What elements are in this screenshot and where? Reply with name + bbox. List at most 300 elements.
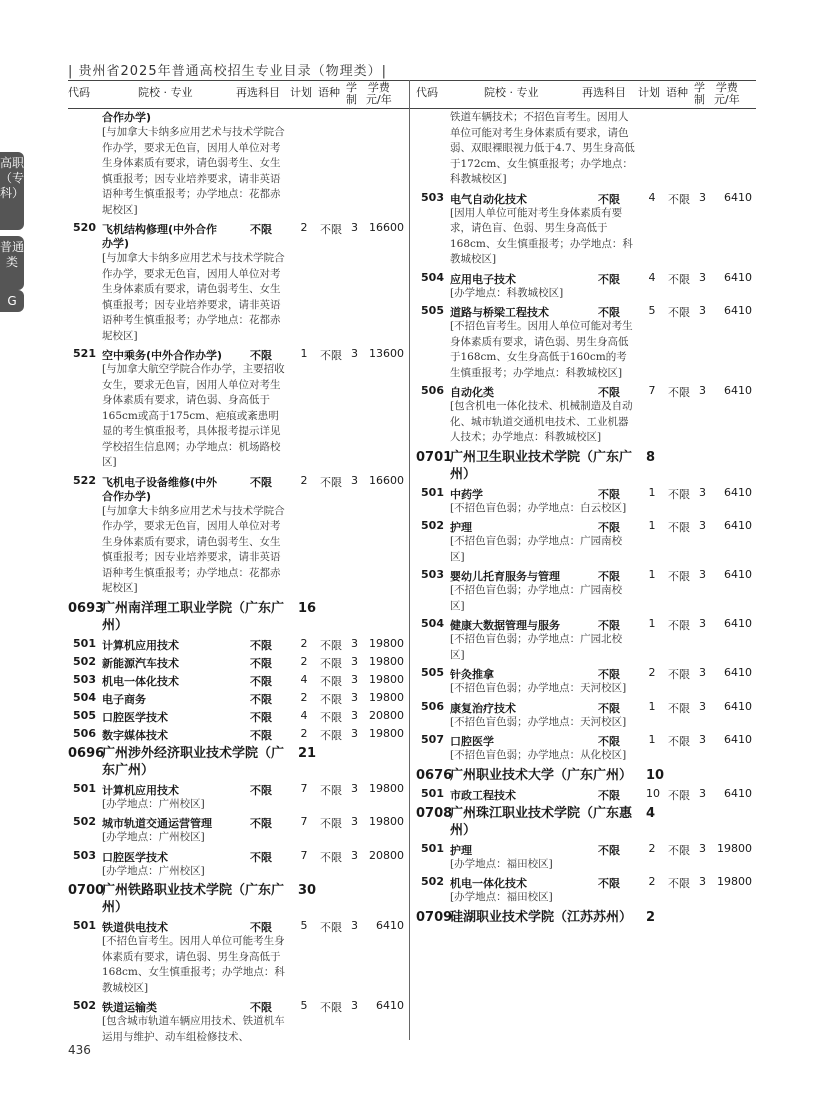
major-note: [不招色盲色弱；办学地点：天河校区] [450, 715, 627, 728]
school-row [416, 909, 761, 926]
major-entry [416, 666, 761, 697]
major-note: [不招色盲考生。因用人单位可能考生身体素质有要求，请色弱、男生身高低于168cm、女生慎重报考；办学地点：科教城校区] [102, 935, 285, 994]
major-note: [不招色盲考生。因用人单位可能对考生身体素质有要求，请色弱、男生身高低于168cm、女生身高低于160cm的考生慎重报考；办学地点：科教城校区] [450, 320, 633, 379]
major-note: [办学地点：广州校区] [102, 864, 205, 877]
major-list [68, 919, 413, 996]
major-lang: 不限 [320, 638, 342, 652]
major-fee: 16600 [369, 473, 404, 487]
side-tab-level: 高职（专科） [0, 152, 24, 230]
major-entry [68, 110, 413, 218]
major-years: 3 [699, 733, 706, 746]
col-plan: 计划 [638, 86, 660, 99]
major-code: 502 [73, 815, 96, 828]
major-plan: 5 [648, 304, 656, 317]
major-subject: 不限 [598, 668, 620, 681]
school-plan: 8 [646, 449, 656, 465]
major-name: 计算机应用技术 [102, 638, 179, 652]
major-code: 506 [421, 384, 444, 397]
major-name: 道路与桥梁工程技术 [450, 306, 549, 319]
major-code: 505 [421, 666, 444, 679]
major-name: 铁道供电技术 [102, 921, 168, 934]
major-subject: 不限 [598, 877, 620, 890]
major-name: 城市轨道交通运营管理 [102, 817, 212, 830]
major-name: 数字媒体技术 [102, 728, 168, 742]
major-entry [68, 221, 413, 344]
major-entry [68, 691, 413, 706]
major-code: 506 [73, 726, 96, 740]
major-row [416, 787, 761, 802]
major-row [416, 842, 761, 857]
school-name: 广州职业技术大学（广东广州） [450, 767, 633, 783]
major-years: 3 [699, 519, 706, 532]
col-code: 代码 [416, 86, 438, 99]
major-years: 3 [351, 781, 358, 795]
page-number: 436 [68, 1043, 91, 1057]
major-row [416, 700, 761, 715]
major-years: 3 [351, 473, 358, 487]
major-note: [办学地点：福田校区] [450, 857, 553, 870]
major-plan: 7 [648, 384, 656, 397]
major-fee: 19800 [369, 690, 404, 704]
major-fee: 16600 [369, 221, 404, 234]
right-column [416, 110, 761, 929]
major-name: 针灸推拿 [450, 668, 494, 681]
school-row [416, 805, 761, 839]
major-row [416, 666, 761, 681]
school-row [68, 600, 413, 634]
major-name-continued: 合作办学) [102, 111, 152, 124]
major-row [416, 568, 761, 583]
major-note: [因用人单位可能对考生身体素质有要求，请色盲、色弱、男生身高低于168cm、女生慎重报考；办学地点：科教城校区] [450, 206, 633, 265]
major-note: [与加拿大卡纳多应用艺术与技术学院合作办学，要求无色盲，因用人单位对考生身体素质有要求，请色弱考生、女生慎重报考；因专业培养要求，请非英语语种考生慎重报考；办学地点：花都赤坭校区] [102, 252, 285, 342]
major-entry [68, 655, 413, 670]
school-plan: 10 [646, 767, 665, 783]
major-name: 口腔医学技术 [102, 710, 168, 724]
school-row [68, 882, 413, 916]
major-years: 3 [699, 617, 706, 630]
major-subject: 不限 [598, 306, 620, 319]
major-row [68, 637, 413, 652]
major-code: 506 [421, 699, 444, 713]
major-list [416, 191, 761, 446]
major-code: 501 [421, 786, 444, 800]
major-row [68, 815, 413, 830]
major-name: 中药学 [450, 487, 483, 501]
major-subject: 不限 [250, 223, 272, 236]
major-plan: 2 [300, 726, 308, 740]
major-name: 空中乘务(中外合作办学) [102, 349, 223, 362]
major-subject: 不限 [250, 1001, 272, 1014]
major-subject: 不限 [250, 638, 272, 652]
major-note: [不招色盲色弱；办学地点：白云校区] [450, 501, 627, 514]
major-code: 502 [421, 519, 444, 532]
major-years: 3 [699, 485, 706, 499]
major-lang: 不限 [320, 692, 342, 706]
major-code: 501 [73, 781, 96, 795]
col-fee: 学费 元/年 [714, 81, 740, 106]
left-column [68, 110, 413, 1048]
major-name: 自动化类 [450, 386, 494, 399]
major-row [68, 782, 413, 797]
major-years: 3 [351, 636, 358, 650]
major-subject: 不限 [598, 487, 620, 501]
major-code: 522 [73, 473, 96, 487]
major-lang: 不限 [320, 728, 342, 742]
major-list [68, 999, 413, 1045]
major-row [68, 709, 413, 724]
major-name: 口腔医学 [450, 735, 494, 748]
major-years: 3 [699, 875, 706, 888]
major-plan: 1 [300, 347, 308, 360]
major-code: 502 [73, 654, 96, 668]
school-row [68, 745, 413, 779]
col-fee: 学费 元/年 [366, 81, 392, 106]
major-fee: 6410 [724, 270, 752, 284]
major-lang: 不限 [320, 817, 342, 830]
major-years: 3 [699, 699, 706, 713]
major-plan: 5 [300, 919, 308, 932]
major-years: 3 [699, 304, 706, 317]
school-name: 广州珠江职业技术学院（广东惠州） [450, 805, 633, 838]
major-name: 健康大数据管理与服务 [450, 619, 560, 632]
side-tab-type: 普通类 [0, 236, 24, 290]
school-name: 广州卫生职业技术学院（广东广州） [450, 449, 633, 482]
major-row [416, 617, 761, 632]
major-entry [416, 875, 761, 906]
major-note: [与加拿大卡纳多应用艺术与技术学院合作办学，要求无色盲，因用人单位对考生身体素质有要求，请色弱考生、女生慎重报考；因专业培养要求，请非英语语种考生慎重报考；办学地点：花都赤坭校区] [102, 504, 285, 594]
major-lang: 不限 [668, 668, 690, 681]
major-code: 503 [73, 672, 96, 686]
major-name: 铁道运输类 [102, 1001, 157, 1014]
major-fee: 6410 [724, 568, 752, 581]
major-lang: 不限 [320, 223, 342, 236]
major-years: 3 [351, 690, 358, 704]
col-subject: 再选科目 [582, 86, 626, 99]
major-plan: 10 [646, 786, 660, 800]
major-note: [办学地点：广州校区] [102, 831, 205, 843]
school-code: 0709 [416, 909, 453, 925]
major-row [68, 347, 413, 362]
major-entry [416, 842, 761, 873]
major-entry [416, 271, 761, 302]
header-rule [68, 108, 756, 109]
col-lang: 语种 [666, 86, 688, 99]
col-school-major: 院校 · 专业 [138, 86, 193, 99]
major-subject: 不限 [598, 619, 620, 632]
major-fee: 19800 [369, 654, 404, 668]
major-plan: 2 [300, 690, 308, 704]
major-fee: 6410 [724, 304, 752, 317]
major-note: [包含机电一体化技术、机械制造及自动化、城市轨道交通机电技术、工业机器人技术；办学地点：科教城校区] [450, 400, 633, 443]
major-name: 电气自动化技术 [450, 192, 527, 206]
school-plan: 4 [646, 805, 656, 821]
major-plan: 1 [648, 568, 656, 581]
major-plan: 2 [300, 221, 308, 234]
major-lang: 不限 [320, 850, 342, 864]
major-years: 3 [351, 848, 358, 862]
major-row [68, 849, 413, 864]
major-name: 婴幼儿托育服务与管理 [450, 570, 560, 583]
major-years: 3 [699, 190, 706, 204]
major-years: 3 [351, 672, 358, 686]
major-row [416, 271, 761, 286]
major-lang: 不限 [320, 783, 342, 797]
major-code: 504 [421, 617, 444, 630]
major-plan: 4 [300, 672, 308, 686]
major-note: [与加拿大航空学院合作办学，主要招收女生，要求无色盲，因用人单位对考生身体素质有要求，请色弱、身高低于165cm或高于175cm、疤痕或紊患明显的考生慎重报考，具体报考提示详见学校招生信息网；办学地点：机场路校区] [102, 363, 285, 468]
major-entry [416, 617, 761, 663]
major-code: 501 [73, 636, 96, 650]
major-years: 3 [351, 815, 358, 828]
major-entry [68, 815, 413, 846]
major-entry [416, 787, 761, 802]
major-code: 502 [421, 875, 444, 888]
major-name: 电子商务 [102, 692, 146, 706]
major-fee: 19800 [369, 726, 404, 740]
major-years: 3 [699, 786, 706, 800]
school-name: 广州南洋理工职业学院（广东广州） [102, 600, 285, 633]
major-code: 520 [73, 221, 96, 234]
col-plan: 计划 [290, 86, 312, 99]
major-subject: 不限 [598, 843, 620, 857]
major-note: [与加拿大卡纳多应用艺术与技术学院合作办学，要求无色盲，因用人单位对考生身体素质有要求，请色弱考生、女生慎重报考；因专业培养要求，请非英语语种考生慎重报考；办学地点：花都赤坭校区] [102, 126, 285, 216]
major-name: 计算机应用技术 [102, 783, 179, 797]
school-name: 广州涉外经济职业技术学院（广东广州） [102, 745, 285, 778]
major-name: 康复治疗技术 [450, 701, 516, 715]
major-years: 3 [351, 919, 358, 932]
major-entry [68, 474, 413, 597]
major-row [416, 519, 761, 534]
major-note: [不招色盲色弱；办学地点：从化校区] [450, 749, 627, 761]
major-entry [68, 673, 413, 688]
major-subject: 不限 [250, 692, 272, 706]
major-entry [68, 637, 413, 652]
major-years: 3 [351, 654, 358, 668]
school-code: 0693 [68, 600, 105, 616]
major-name: 机电一体化技术 [450, 877, 527, 890]
major-fee: 6410 [724, 733, 752, 746]
major-lang: 不限 [320, 349, 342, 362]
major-plan: 2 [300, 473, 308, 487]
major-subject: 不限 [598, 735, 620, 748]
major-name: 飞机结构修理(中外合作 [102, 223, 218, 236]
major-fee: 6410 [376, 919, 404, 932]
major-code: 521 [73, 347, 96, 360]
major-code: 503 [421, 568, 444, 581]
major-plan: 2 [648, 875, 656, 888]
major-row [68, 673, 413, 688]
major-row [68, 727, 413, 742]
major-fee: 19800 [369, 815, 404, 828]
col-school-major: 院校 · 专业 [484, 86, 539, 99]
major-lang: 不限 [320, 710, 342, 724]
major-lang: 不限 [668, 521, 690, 534]
school-plan: 2 [646, 909, 656, 925]
school-plan: 30 [298, 883, 317, 898]
major-lang: 不限 [668, 788, 690, 802]
major-lang: 不限 [668, 701, 690, 715]
major-list [416, 486, 761, 764]
major-code: 502 [73, 999, 96, 1012]
major-name: 新能源汽车技术 [102, 656, 179, 670]
major-fee: 6410 [724, 666, 752, 679]
major-plan: 2 [648, 666, 656, 679]
major-subject: 不限 [250, 475, 272, 489]
major-note: 铁道车辆技术；不招色盲考生。因用人单位可能对考生身体素质有要求，请色弱、双眼裸眼视力低于4.7、男生身高低于172cm、女生慎重报考；办学地点：科教城校区] [450, 111, 635, 185]
major-code: 505 [73, 708, 96, 722]
major-row [416, 875, 761, 890]
major-entry [68, 849, 413, 880]
major-plan: 2 [648, 841, 656, 855]
major-row [68, 474, 413, 489]
major-subject: 不限 [598, 386, 620, 399]
major-name: 市政工程技术 [450, 788, 516, 802]
side-tab-letter: G [0, 290, 24, 312]
major-name: 机电一体化技术 [102, 674, 179, 688]
major-plan: 1 [648, 519, 656, 532]
major-entry [416, 519, 761, 565]
major-lang: 不限 [320, 921, 342, 934]
major-lang: 不限 [668, 877, 690, 890]
major-subject: 不限 [598, 570, 620, 583]
major-row [416, 304, 761, 319]
school-name: 广州铁路职业技术学院（广东广州） [102, 883, 285, 915]
major-name: 护理 [450, 843, 472, 857]
column-header-right [416, 82, 756, 108]
major-entry [68, 709, 413, 724]
major-note: [办学地点：广州校区] [102, 797, 205, 810]
major-entry [416, 700, 761, 731]
col-years: 学 制 [694, 81, 705, 106]
major-plan: 7 [300, 815, 308, 828]
major-years: 3 [351, 726, 358, 740]
major-list [68, 782, 413, 880]
major-entry [68, 919, 413, 996]
major-plan: 7 [300, 848, 308, 862]
major-lang: 不限 [668, 570, 690, 583]
major-fee: 19800 [717, 841, 752, 855]
major-code: 505 [421, 304, 444, 317]
major-years: 3 [351, 221, 358, 234]
major-note: [办学地点：科教城校区] [450, 286, 564, 299]
school-row [416, 449, 761, 483]
major-entry [416, 486, 761, 517]
major-list [68, 637, 413, 742]
major-code: 503 [73, 848, 96, 862]
major-note: [包含城市轨道车辆应用技术、铁道机车运用与维护、动车组检修技术、 [102, 1015, 285, 1043]
major-years: 3 [699, 568, 706, 581]
major-list [416, 842, 761, 906]
major-years: 3 [699, 666, 706, 679]
major-fee: 6410 [724, 384, 752, 397]
major-plan: 4 [648, 190, 656, 204]
major-fee: 19800 [369, 672, 404, 686]
major-subject: 不限 [250, 921, 272, 934]
major-name: 飞机电子设备维修(中外 [102, 475, 218, 489]
major-fee: 6410 [724, 699, 752, 713]
major-fee: 20800 [369, 708, 404, 722]
major-note: [不招色盲色弱；办学地点：广园北校区] [450, 633, 623, 661]
major-name-continued: 合作办学) [102, 489, 152, 503]
major-row [68, 999, 413, 1014]
major-code: 504 [421, 270, 444, 284]
major-lang: 不限 [668, 735, 690, 748]
major-plan: 7 [300, 781, 308, 795]
major-subject: 不限 [250, 817, 272, 830]
major-row [68, 221, 413, 236]
major-lang: 不限 [668, 843, 690, 857]
school-code: 0708 [416, 805, 453, 821]
major-lang: 不限 [320, 475, 342, 489]
school-code: 0700 [68, 883, 105, 898]
major-lang: 不限 [668, 306, 690, 319]
major-name-continued: 办学) [102, 237, 130, 250]
major-plan: 1 [648, 617, 656, 630]
major-fee: 6410 [724, 190, 752, 204]
school-code: 0701 [416, 449, 453, 465]
school-plan: 21 [298, 745, 317, 761]
major-fee: 6410 [724, 786, 752, 800]
col-subject: 再选科目 [236, 86, 280, 99]
major-row [68, 919, 413, 934]
major-code: 503 [421, 190, 444, 204]
major-plan: 1 [648, 733, 656, 746]
major-entry [68, 347, 413, 471]
major-subject: 不限 [250, 783, 272, 797]
major-lang: 不限 [320, 674, 342, 688]
major-code: 501 [421, 485, 444, 499]
major-subject: 不限 [598, 788, 620, 802]
major-lang: 不限 [320, 656, 342, 670]
school-code: 0696 [68, 745, 105, 761]
major-note: [不招色盲色弱；办学地点：广园南校区] [450, 535, 623, 563]
major-plan: 1 [648, 699, 656, 713]
major-plan: 1 [648, 485, 656, 499]
major-row [68, 691, 413, 706]
major-fee: 6410 [724, 485, 752, 499]
major-lang: 不限 [668, 272, 690, 286]
major-plan: 2 [300, 636, 308, 650]
major-plan: 2 [300, 654, 308, 668]
major-lang: 不限 [668, 386, 690, 399]
major-row [68, 655, 413, 670]
major-years: 3 [699, 841, 706, 855]
major-years: 3 [351, 347, 358, 360]
major-subject: 不限 [598, 701, 620, 715]
major-row [416, 191, 761, 206]
major-entry [416, 568, 761, 614]
major-subject: 不限 [250, 710, 272, 724]
major-subject: 不限 [250, 349, 272, 362]
major-entry [416, 384, 761, 446]
major-subject: 不限 [598, 192, 620, 206]
major-fee: 6410 [724, 519, 752, 532]
major-fee: 13600 [369, 347, 404, 360]
major-subject: 不限 [250, 656, 272, 670]
major-list [416, 787, 761, 802]
major-subject: 不限 [598, 521, 620, 534]
top-rule [68, 80, 756, 81]
major-plan: 4 [648, 270, 656, 284]
major-entry [416, 191, 761, 268]
major-note: [不招色盲色弱；办学地点：天河校区] [450, 682, 627, 694]
major-row [416, 384, 761, 399]
col-code: 代码 [68, 86, 90, 99]
major-name: 护理 [450, 521, 472, 534]
major-code: 507 [421, 733, 444, 746]
major-row [416, 486, 761, 501]
major-subject: 不限 [598, 272, 620, 286]
